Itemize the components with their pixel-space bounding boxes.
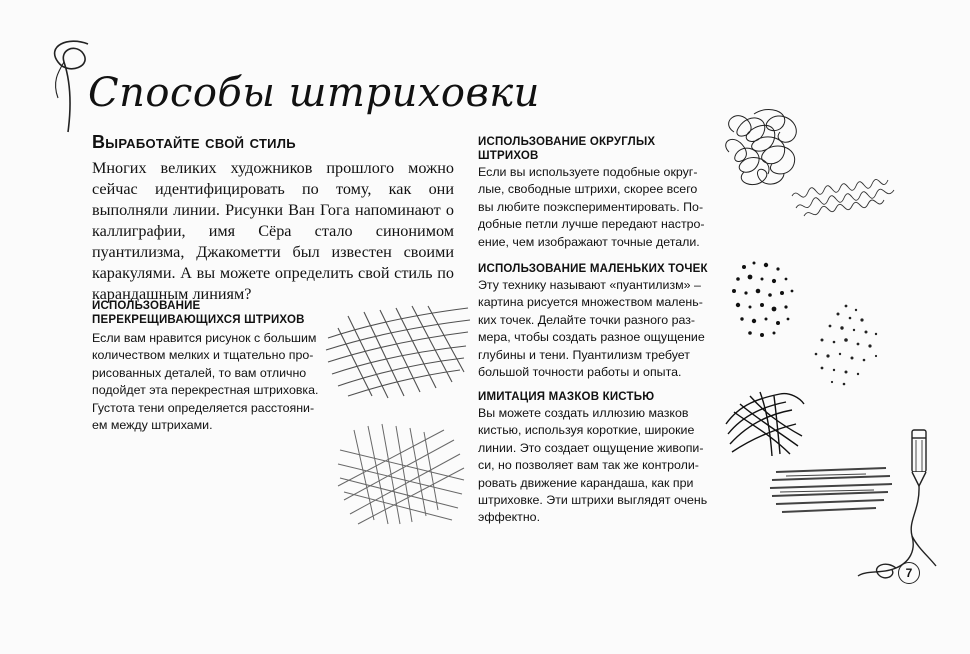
intro-heading: Выработайте свой стиль bbox=[92, 132, 296, 152]
text-line: Вы можете создать иллюзию мазков bbox=[478, 406, 689, 420]
text-line: ение, чем изображают точные детали. bbox=[478, 234, 700, 249]
scribble-sketch bbox=[784, 156, 904, 226]
brush-stroke-sketch bbox=[720, 384, 810, 464]
text-line: количеством мелких и тщательно про- bbox=[92, 348, 314, 363]
round-strokes-heading bbox=[478, 135, 655, 163]
text-line: Густота тени определяется расстояни- bbox=[92, 400, 315, 415]
brush-text bbox=[478, 405, 723, 527]
text-line: лые, свободные штрихи, скорее всего bbox=[478, 182, 698, 197]
text-line: подойдет эта перекрестная штриховка. bbox=[92, 383, 319, 398]
text-line: линии. Это создает ощущение живопи- bbox=[478, 440, 704, 455]
round-strokes-heading-line1: ИСПОЛЬЗОВАНИЕ ОКРУГЛЫХ bbox=[478, 136, 656, 148]
text-line: штриховке. Эти штрихи выглядят очень bbox=[478, 493, 708, 508]
dots-heading: ИСПОЛЬЗОВАНИЕ МАЛЕНЬКИХ ТОЧЕК bbox=[478, 263, 708, 275]
text-line: Эту технику называют «пуантилизм» – bbox=[478, 278, 701, 292]
text-line: вы любите поэкспериментировать. По- bbox=[478, 199, 704, 214]
crosshatch-heading bbox=[92, 299, 305, 327]
text-line: картина рисуется множеством малень- bbox=[478, 295, 703, 310]
stipple-sketch bbox=[802, 298, 892, 388]
text-line: си, но позволяет вам так же контроли- bbox=[478, 458, 699, 473]
text-line: ровать движение карандаша, как при bbox=[478, 475, 694, 490]
text-line: добные петли лучше передают настро- bbox=[478, 217, 705, 232]
round-strokes-text bbox=[478, 164, 718, 251]
text-line: мера, чтобы создать разное ощущение bbox=[478, 330, 705, 345]
dots-text bbox=[478, 277, 718, 381]
text-line: ких точек. Делайте точки разного раз- bbox=[478, 312, 696, 327]
page-title: Способы штриховки bbox=[88, 70, 540, 116]
crosshatch-sketch bbox=[318, 298, 478, 408]
page-number: 7 bbox=[898, 562, 920, 584]
pencil-icon bbox=[846, 420, 946, 590]
stipple-sketch bbox=[724, 255, 804, 345]
text-line: Если вы используете подобные округ- bbox=[478, 165, 698, 179]
text-line: рисованных деталей, то вам отлично bbox=[92, 365, 307, 380]
intro-paragraph: Многих великих художников прошлого можно сейчас идентифицировать по тому, как они выполняли линии. Рисунки Ван Гога напоминают о каллиграфии, имя Сёра стало синонимом пуантилизма, Джакометти был известен своими каракулями. А вы можете определить свой стиль по карандашным линиям? bbox=[92, 159, 454, 303]
text-line: большой точности работы и опыта. bbox=[478, 365, 682, 380]
brush-heading: ИМИТАЦИЯ МАЗКОВ КИСТЬЮ bbox=[478, 391, 655, 403]
text-line: ем между штрихами. bbox=[92, 418, 213, 433]
text-line: эффектно. bbox=[478, 510, 541, 525]
round-strokes-heading-line2: ШТРИХОВ bbox=[478, 150, 539, 162]
crosshatch-heading-line2: ПЕРЕКРЕЩИВАЮЩИХСЯ ШТРИХОВ bbox=[92, 314, 305, 326]
text-line: кистью, используя короткие, широкие bbox=[478, 423, 695, 438]
crosshatch-sketch bbox=[334, 420, 474, 530]
text-line: Если вам нравится рисунок с большим bbox=[92, 331, 317, 345]
crosshatch-heading-line1: ИСПОЛЬЗОВАНИЕ bbox=[92, 300, 201, 312]
crosshatch-text bbox=[92, 330, 322, 434]
text-line: глубины и тени. Пуантилизм требует bbox=[478, 347, 690, 362]
